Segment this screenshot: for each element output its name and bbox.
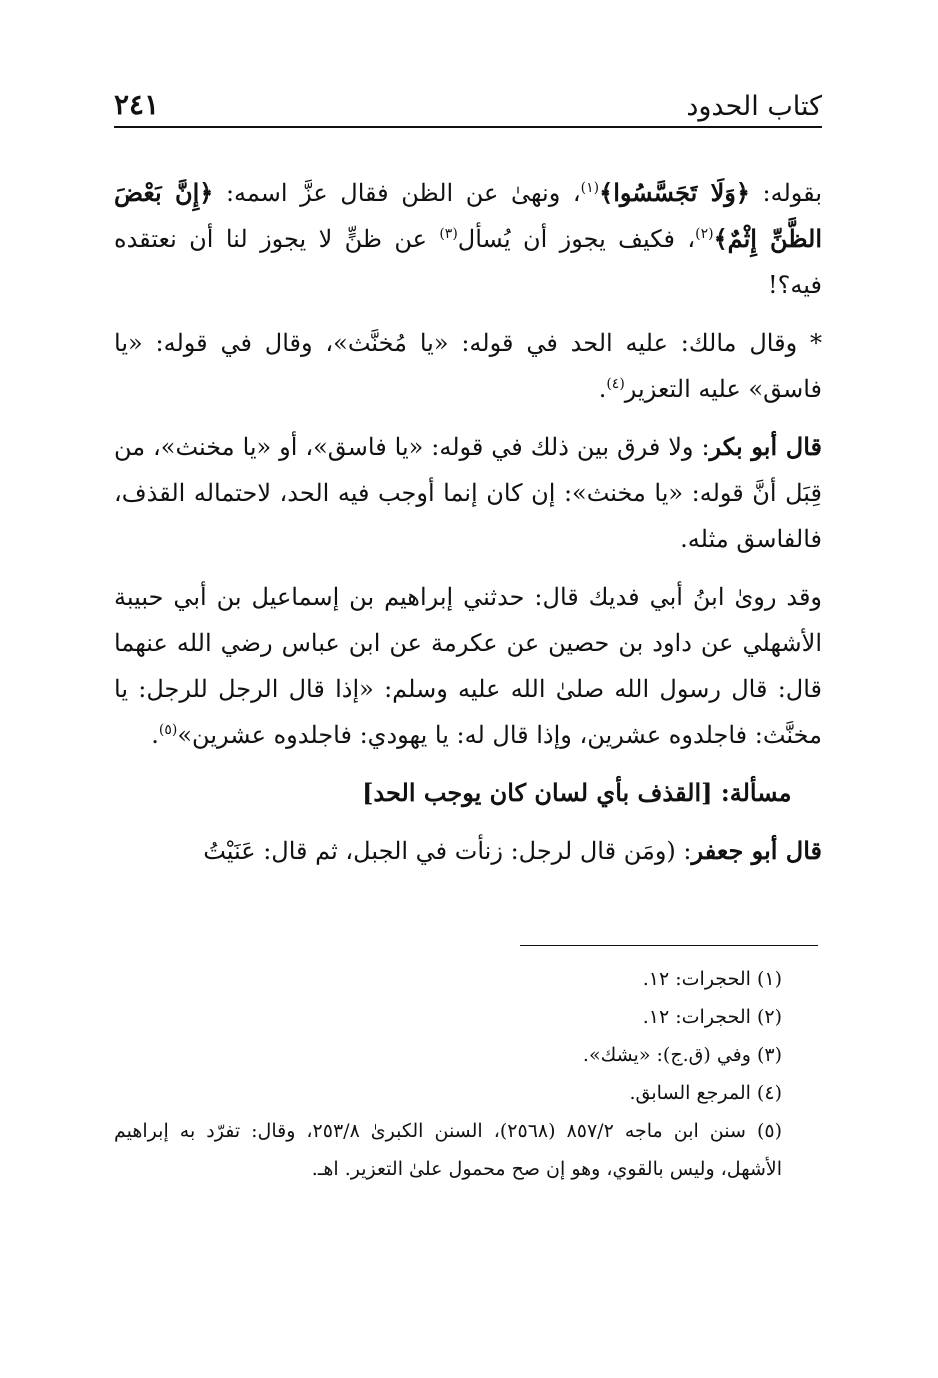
footnote-separator [520,945,818,946]
paragraph-4 [114,574,822,758]
text-run: : [712,778,730,807]
issue-title: [القذف بأي لسان كان يوجب الحد] [362,778,713,807]
text-run: عن ظنٍّ لا يجوز لنا أن نعتقده فيه؟! [114,225,822,299]
text-run: : (ومَن قال لرجل: زنأت في الجبل، ثم قال: عَنَيْتُ [203,837,692,865]
footnote-ref: (٣) [439,226,458,242]
paragraph-3 [114,424,822,562]
text-run: * وقال مالك: عليه الحد في قوله: «يا مُخنَّث»، وقال في قوله: «يا فاسق» عليه التعزير [114,329,822,403]
main-text [114,170,822,886]
speaker-label: قال أبو بكر [709,432,823,461]
footnote-1: (١) الحجرات: ١٢. [642,968,782,990]
text-run: ، ونهىٰ عن الظن فقال عزَّ اسمه: [213,179,581,207]
footnote-ref: (٥) [158,722,178,738]
text-run: بقوله: [749,179,823,207]
text-run: : ولا فرق بين ذلك في قوله: «يا فاسق»، أو «يا مخنث»، من قِبَل أنَّ قوله: «يا مخنث»: إن كان إنما أوجب فيه الحد، لاحتماله القذف، فالفاسق مثله. [114,433,822,553]
paragraph-2 [114,320,822,412]
footnote-ref: (٤) [606,376,625,392]
footnote-ref: (٢) [695,226,714,242]
paragraph-1 [114,170,822,308]
footnote-3: (٣) وفي (ق.ج): «يشك». [582,1044,782,1066]
page-number: ٢٤١ [114,88,160,121]
footnote-ref: (١) [580,180,600,196]
text-run: ، فكيف يجوز أن يُسأل [457,225,696,253]
footnote-5: (٥) سنن ابن ماجه ٨٥٧/٢ (٢٥٦٨)، السنن الكبرىٰ ٢٥٣/٨، وقال: تفرّد به إبراهيم الأشهل، وليس بالقوي، وهو إن صح محمول علىٰ التعزير. اهـ. [114,1120,783,1180]
text-run: . [598,375,607,403]
issue-heading [114,770,822,816]
footnotes [114,960,822,1188]
quran-verse: ﴿وَلَا تَجَسَّسُوا﴾ [599,178,750,207]
issue-label: مسألة [729,778,792,807]
text-run: وقد روىٰ ابنُ أبي فديك قال: حدثني إبراهيم بن إسماعيل بن أبي حبيبة الأشهلي عن داود بن حصين عن عكرمة عن ابن عباس رضي الله عنهما قال: قال رسول الله صلىٰ الله عليه وسلم: «إذا قال الرجل للرجل: يا مخنَّث: فاجلدوه عشرين، وإذا قال له: يا يهودي: فاجلدوه عشرين» [114,583,822,749]
quran-verse: ﴿إِنَّ بَعْضَ الظَّنِّ إِثْمٌ﴾ [114,178,822,253]
text-run: . [151,721,159,749]
footnote-2: (٢) الحجرات: ١٢. [642,1006,782,1028]
running-header [114,90,822,128]
chapter-title: كتاب الحدود [686,91,822,122]
speaker-label: قال أبو جعفر [691,836,822,865]
paragraph-5 [114,828,822,874]
footnote-4: (٤) المرجع السابق. [629,1082,782,1104]
